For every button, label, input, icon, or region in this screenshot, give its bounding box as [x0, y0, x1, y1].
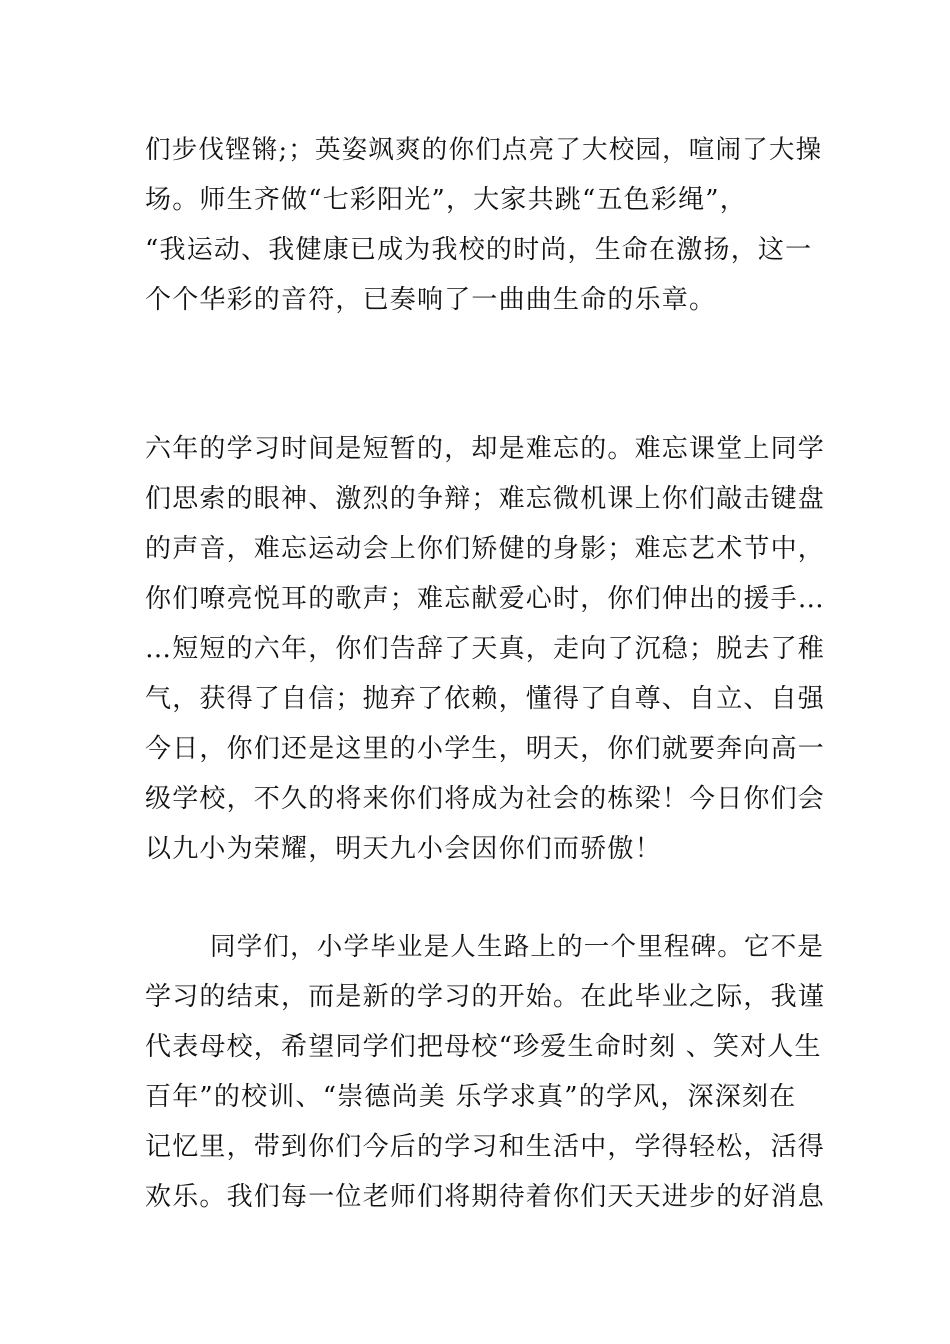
text-line: 的声音，难忘运动会上你们矫健的身影；难忘艺术节中，	[145, 534, 826, 564]
text-line: 今日，你们还是这里的小学生，明天，你们就要奔向高一	[145, 734, 826, 764]
text-line: 气，获得了自信；抛弃了依赖，懂得了自尊、自立、自强	[145, 684, 826, 714]
text-line: 同学们，小学毕业是人生路上的一个里程碑。它不是	[210, 932, 825, 962]
text-line: 学习的结束，而是新的学习的开始。在此毕业之际，我谨	[145, 982, 826, 1012]
text-line: 你们嘹亮悦耳的歌声；难忘献爱心时，你们伸出的援手…	[145, 584, 826, 614]
text-line: “我运动、我健康已成为我校的时尚，生命在激扬，这一	[145, 235, 813, 265]
text-line: …短短的六年，你们告辞了天真，走向了沉稳；脱去了稚	[145, 634, 826, 664]
text-line: 代表母校，希望同学们把母校“珍爱生命时刻 、笑对人生	[145, 1032, 822, 1062]
text-line: 百年”的校训、“崇德尚美 乐学求真”的学风，深深刻在	[145, 1082, 797, 1112]
text-line: 场。师生齐做“七彩阳光”，大家共跳“五色彩绳”，	[145, 185, 747, 215]
text-line: 们思索的眼神、激烈的争辩；难忘微机课上你们敲击键盘	[145, 484, 826, 514]
text-line: 六年的学习时间是短暂的，却是难忘的。难忘课堂上同学	[145, 434, 826, 464]
text-line: 级学校，不久的将来你们将成为社会的栋梁！今日你们会	[145, 784, 826, 814]
text-line: 欢乐。我们每一位老师们将期待着你们天天进步的好消息	[145, 1182, 826, 1212]
text-line: 记忆里，带到你们今后的学习和生活中，学得轻松，活得	[145, 1132, 826, 1162]
text-line: 个个华彩的音符，已奏响了一曲曲生命的乐章。	[145, 285, 717, 315]
text-line: 以九小为荣耀，明天九小会因你们而骄傲！	[145, 834, 662, 864]
text-line: 们步伐铿锵;；英姿飒爽的你们点亮了大校园，喧闹了大操	[145, 135, 823, 165]
